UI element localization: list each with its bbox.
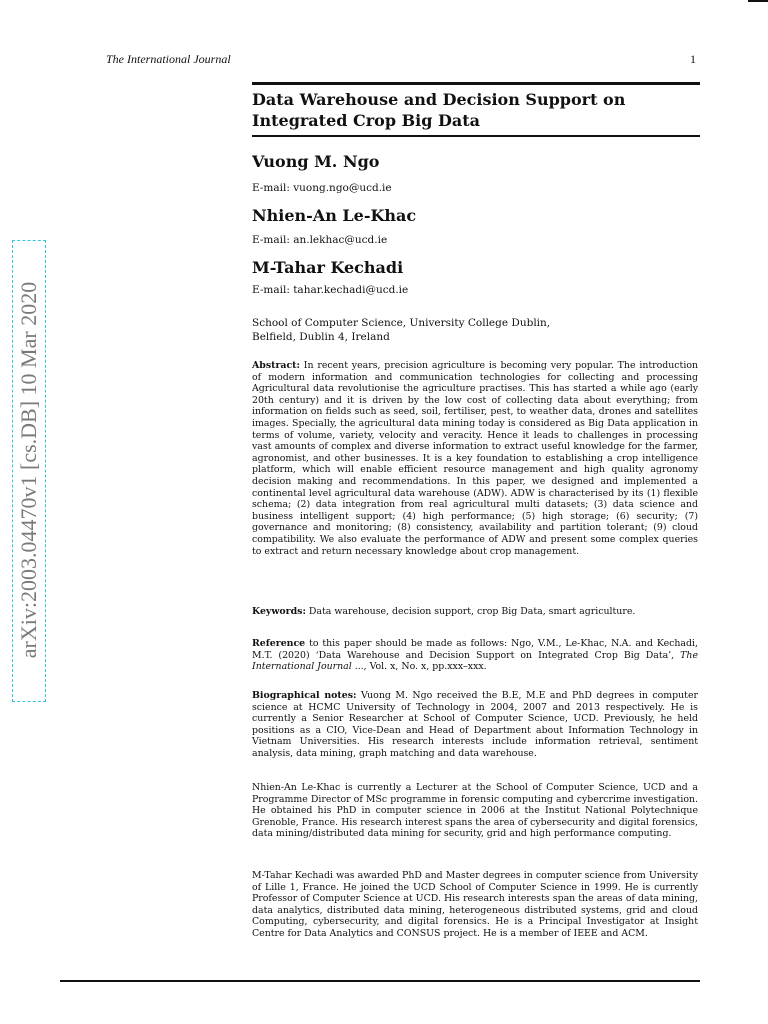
- author-email: E-mail: vuong.ngo@ucd.ie: [252, 182, 392, 194]
- reference: [252, 638, 698, 673]
- bio-text: Vuong M. Ngo received the B.E, M.E and PhD degrees in computer science at HCMC University of Technology in 2004, 2007 and 2013 respectively. He is currently a Senior Researcher at School of Computer Science, UCD. Previously, he held positions as a CIO, Vice-Dean and Head of Department about Information Technology in Vietnam Universities. His research interests include information retrieval, sentiment analysis, data mining, graph matching and data warehouse.: [252, 690, 698, 759]
- author-name: M-Tahar Kechadi: [252, 258, 404, 277]
- bio-text: M-Tahar Kechadi was awarded PhD and Master degrees in computer science from University of Lille 1, France. He joined the UCD School of Computer Science in 1999. He is currently Professor of Computer Science at UCD. His research interests span the areas of data mining, data analytics, distributed data mining, heterogeneous distributed systems, grid and cloud Computing, cybersecurity, and digital forensics. He is a Principal Investigator at Insight Centre for Data Analytics and CONSUS project. He is a member of IEEE and ACM.: [252, 870, 698, 939]
- bio-tahar: [252, 870, 698, 940]
- abstract-label: Abstract:: [252, 360, 300, 371]
- abstract-text: In recent years, precision agriculture is becoming very popular. The introduction of modern information and communication technologies for collecting and processing Agricultural data revolutionise the agriculture practises. This has started a while ago (early 20th century) and it is driven by the low cost of collecting data about everything; from information on fields such as seed, soil, fertiliser, pest, to weather data, drones and satellites images. Specially, the agricultural data mining today is considered as Big Data application in terms of volume, variety, velocity and veracity. Hence it leads to challenges in processing vast amounts of complex and diverse information to extract useful knowledge for the farmer, agronomist, and other businesses. It is a key foundation to establishing a crop intelligence platform, which will enable efficient resource management and high quality agronomy decision making and recommendations. In this paper, we designed and implemented a continental level agricultural data warehouse (ADW). ADW is characterised by its (1) flexible schema; (2) data integration from real agricultural multi datasets; (3) data science and business intelligent support; (4) high performance; (5) high storage; (6) security; (7) governance and monitoring; (8) consistency, availability and partition tolerant; (9) cloud compatibility. We also evaluate the performance of ADW and present some complex queries to extract and return necessary knowledge about crop management.: [252, 360, 699, 557]
- abstract: [252, 360, 698, 557]
- running-head: The International Journal: [106, 52, 231, 66]
- author-name: Vuong M. Ngo: [252, 152, 380, 171]
- arxiv-stamp: arXiv:2003.04470v1 [cs.DB] 10 Mar 2020: [16, 281, 41, 659]
- keywords-text: Data warehouse, decision support, crop Big Data, smart agriculture.: [308, 606, 636, 617]
- author-email: E-mail: an.lekhac@ucd.ie: [252, 234, 388, 246]
- title-rule-top: [252, 82, 700, 85]
- paper-title: Data Warehouse and Decision Support on Integrated Crop Big Data: [252, 90, 626, 130]
- footer-rule: [60, 980, 700, 982]
- affiliation: [252, 316, 700, 344]
- reference-label: Reference: [252, 638, 306, 649]
- affiliation-line: Belfield, Dublin 4, Ireland: [252, 331, 390, 343]
- bio-vuong: [252, 690, 698, 760]
- reference-journal: The International Journal ...: [252, 649, 698, 673]
- bio-text: Nhien-An Le-Khac is currently a Lecturer at the School of Computer Science, UCD and a Programme Director of MSc programme in forensic computing and cybercrime investigation. He obtained his PhD in computer science in 2006 at the Institut National Polytechnique Grenoble, France. His research interest spans the area of cybersecurity and digital forensics, data mining/distributed data mining for security, grid and high performance computing.: [252, 782, 698, 840]
- keywords: [252, 606, 698, 618]
- keywords-label: Keywords:: [252, 606, 306, 617]
- reference-text: to this paper should be made as follows: Ngo, V.M., Le-Khac, N.A. and Kechadi, M.T. (2020) ‘Data Warehouse and Decision Support on Integrated Crop Big Data’,: [252, 638, 698, 661]
- page-number: 1: [690, 52, 696, 66]
- author-name: Nhien-An Le-Khac: [252, 206, 417, 225]
- title-rule-bottom: [252, 135, 700, 137]
- bio-label: Biographical notes:: [252, 690, 357, 701]
- affiliation-line: School of Computer Science, University College Dublin,: [252, 317, 551, 329]
- corner-mark: [748, 0, 768, 2]
- bio-nhien-an: [252, 782, 698, 840]
- author-email: E-mail: tahar.kechadi@ucd.ie: [252, 284, 409, 296]
- reference-text-end: , Vol. x, No. x, pp.xxx–xxx.: [363, 661, 487, 673]
